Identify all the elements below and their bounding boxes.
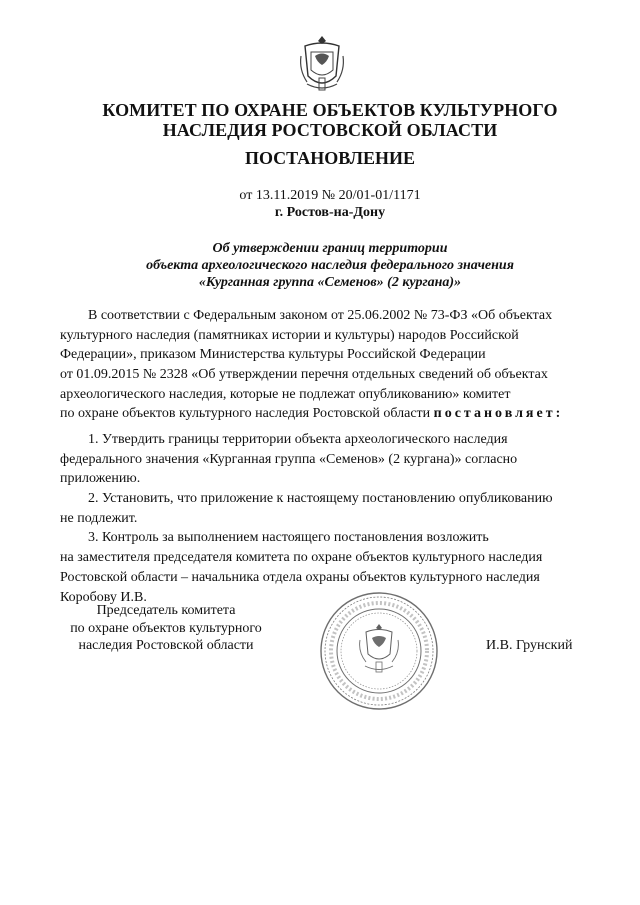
preamble-line: археологического наследия, которые не подлежат опубликованию» комитет (60, 386, 511, 402)
document-subject (60, 240, 600, 291)
item-3-line: на заместителя председателя комитета по охране объектов культурного наследия (60, 550, 543, 566)
official-seal-icon (318, 590, 440, 712)
signatory-title-line: по охране объектов культурного (70, 620, 262, 636)
item-2-line: не подлежит. (60, 510, 138, 526)
signatory-name: И.В. Грунский (486, 638, 573, 653)
date-number: от 13.11.2019 № 20/01-01/1171 (239, 188, 421, 203)
resolution-items (60, 430, 610, 607)
signatory-title-line: наследия Ростовской области (78, 638, 254, 653)
subject-line-1: Об утверждении границ территории (212, 241, 448, 256)
subject-line-3: «Курганная группа «Семенов» (2 кургана)» (198, 275, 462, 290)
item-2-line: 2. Установить, что приложение к настоящему постановлению опубликованию (88, 491, 553, 507)
preamble-line: Федерации», приказом Министерства культуры Российской Федерации (60, 347, 486, 363)
preamble-line: культурного наследия (памятниках истории и культуры) народов Российской (60, 327, 519, 343)
signatory-title (60, 602, 272, 655)
item-1-line: 1. Утвердить границы территории объекта археологического наследия (88, 432, 508, 447)
document-type: ПОСТАНОВЛЕНИЕ (244, 148, 416, 168)
item-3-line: Коробову И.В. (60, 589, 147, 605)
preamble-line: В соответствии с Федеральным законом от 25.06.2002 № 73-ФЗ «Об объектах (88, 308, 553, 323)
item-1-line: федерального значения «Курганная группа «Семенов» (2 кургана)» согласно (60, 451, 518, 467)
coat-of-arms-icon (297, 34, 347, 94)
organization-name (60, 100, 600, 140)
item-3-line: 3. Контроль за выполнением настоящего постановления возложить (88, 530, 489, 546)
item-1-line: приложению. (60, 471, 141, 487)
preamble-line: от 01.09.2015 № 2328 «Об утверждении перечня отдельных сведений об объектах (60, 367, 548, 383)
preamble-paragraph (60, 306, 610, 424)
preamble-line-last (60, 404, 610, 424)
signatory-title-line: Председатель комитета (96, 603, 236, 618)
item-3-line: Ростовской области – начальника отдела охраны объектов культурного наследия (60, 569, 540, 585)
city: г. Ростов-на-Дону (274, 205, 386, 220)
resolves-word: постановляет: (433, 406, 564, 422)
org-line-2: НАСЛЕДИЯ РОСТОВСКОЙ ОБЛАСТИ (162, 120, 498, 140)
subject-line-2: объекта археологического наследия федерального значения (146, 258, 514, 273)
org-line-1: КОМИТЕТ ПО ОХРАНЕ ОБЪЕКТОВ КУЛЬТУРНОГО (102, 100, 558, 120)
preamble-line: по охране объектов культурного наследия Ростовской области (60, 406, 431, 422)
